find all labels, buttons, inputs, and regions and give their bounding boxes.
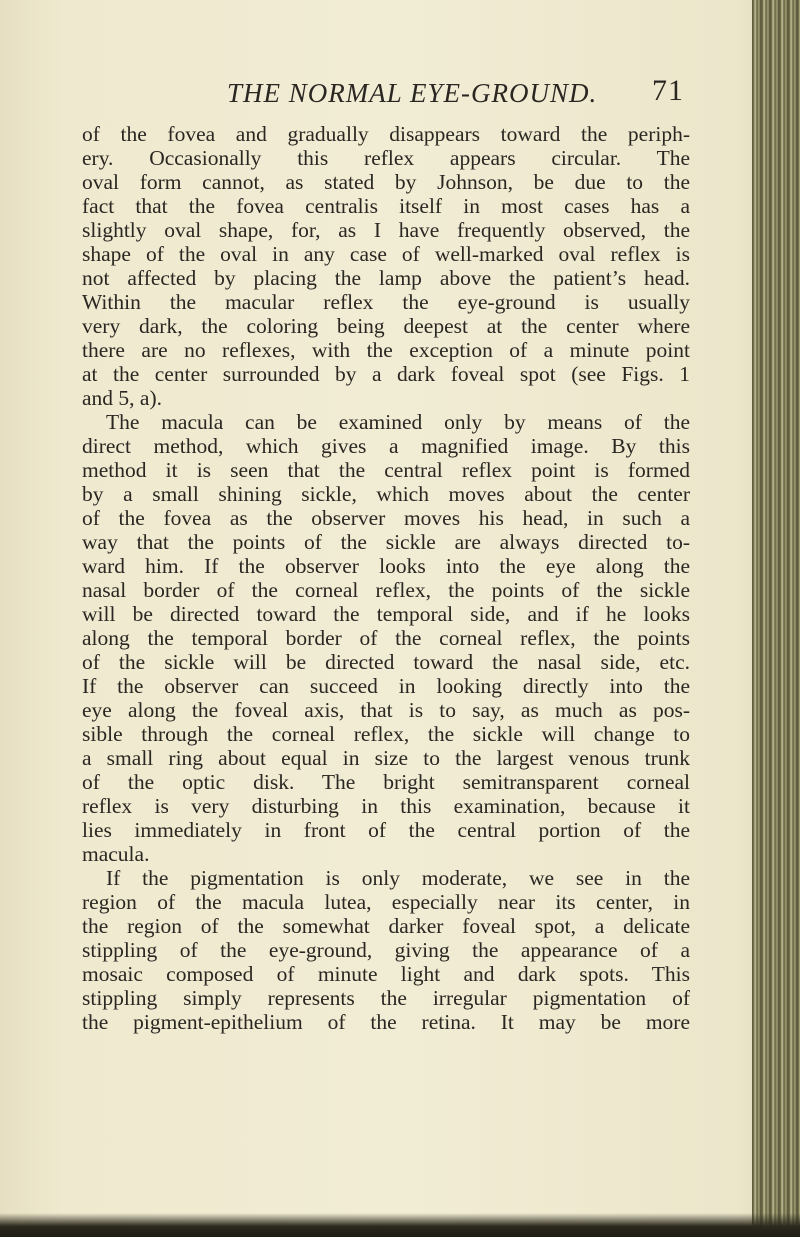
text-line: of the optic disk. The bright semitransparent corneal bbox=[82, 770, 690, 794]
text-line: way that the points of the sickle are always directed to- bbox=[82, 530, 690, 554]
text-line: will be directed toward the temporal side, and if he looks bbox=[82, 602, 690, 626]
text-line: not affected by placing the lamp above the patient’s head. bbox=[82, 266, 690, 290]
text-line: slightly oval shape, for, as I have frequently observed, the bbox=[82, 218, 690, 242]
text-line: fact that the fovea centralis itself in most cases has a bbox=[82, 194, 690, 218]
text-line: and 5, a). bbox=[82, 386, 162, 410]
text-line: there are no reflexes, with the exception of a minute point bbox=[82, 338, 690, 362]
text-line: by a small shining sickle, which moves about the center bbox=[82, 482, 690, 506]
text-line: method it is seen that the central reflex point is formed bbox=[82, 458, 690, 482]
text-line: reflex is very disturbing in this examination, because it bbox=[82, 794, 690, 818]
running-head-title: THE NORMAL EYE-GROUND. bbox=[227, 78, 598, 108]
text-line: of the fovea as the observer moves his head, in such a bbox=[82, 506, 690, 530]
book-binding-edge bbox=[752, 0, 800, 1237]
body-text bbox=[82, 122, 690, 1034]
text-line: of the fovea and gradually disappears toward the periph- bbox=[82, 122, 690, 146]
text-line: along the temporal border of the corneal reflex, the points bbox=[82, 626, 690, 650]
text-line: oval form cannot, as stated by Johnson, be due to the bbox=[82, 170, 690, 194]
text-line: shape of the oval in any case of well-marked oval reflex is bbox=[82, 242, 690, 266]
text-line: very dark, the coloring being deepest at the center where bbox=[82, 314, 690, 338]
text-line: region of the macula lutea, especially near its center, in bbox=[82, 890, 690, 914]
text-line: The macula can be examined only by means of the bbox=[106, 410, 690, 434]
text-line: direct method, which gives a magnified image. By this bbox=[82, 434, 690, 458]
text-line: lies immediately in front of the central portion of the bbox=[82, 818, 690, 842]
text-line: eye along the foveal axis, that is to say, as much as pos- bbox=[82, 698, 690, 722]
page-bottom-shadow bbox=[0, 1213, 800, 1237]
text-line: If the observer can succeed in looking directly into the bbox=[82, 674, 690, 698]
text-line: stippling simply represents the irregular pigmentation of bbox=[82, 986, 690, 1010]
text-line: macula. bbox=[82, 842, 150, 866]
running-head bbox=[64, 74, 684, 114]
text-line: stippling of the eye-ground, giving the appearance of a bbox=[82, 938, 690, 962]
text-line: at the center surrounded by a dark foveal spot (see Figs. 1 bbox=[82, 362, 690, 386]
text-line: of the sickle will be directed toward the nasal side, etc. bbox=[82, 650, 690, 674]
text-line: sible through the corneal reflex, the sickle will change to bbox=[82, 722, 690, 746]
text-line: mosaic composed of minute light and dark spots. This bbox=[82, 962, 690, 986]
page-number: 71 bbox=[652, 74, 684, 107]
text-line: a small ring about equal in size to the largest venous trunk bbox=[82, 746, 690, 770]
text-line: ward him. If the observer looks into the eye along the bbox=[82, 554, 690, 578]
text-line: the region of the somewhat darker foveal spot, a delicate bbox=[82, 914, 690, 938]
text-line: If the pigmentation is only moderate, we see in the bbox=[106, 866, 690, 890]
text-line: ery. Occasionally this reflex appears circular. The bbox=[82, 146, 690, 170]
text-line: the pigment-epithelium of the retina. It may be more bbox=[82, 1010, 690, 1034]
text-line: nasal border of the corneal reflex, the points of the sickle bbox=[82, 578, 690, 602]
text-line: Within the macular reflex the eye-ground is usually bbox=[82, 290, 690, 314]
